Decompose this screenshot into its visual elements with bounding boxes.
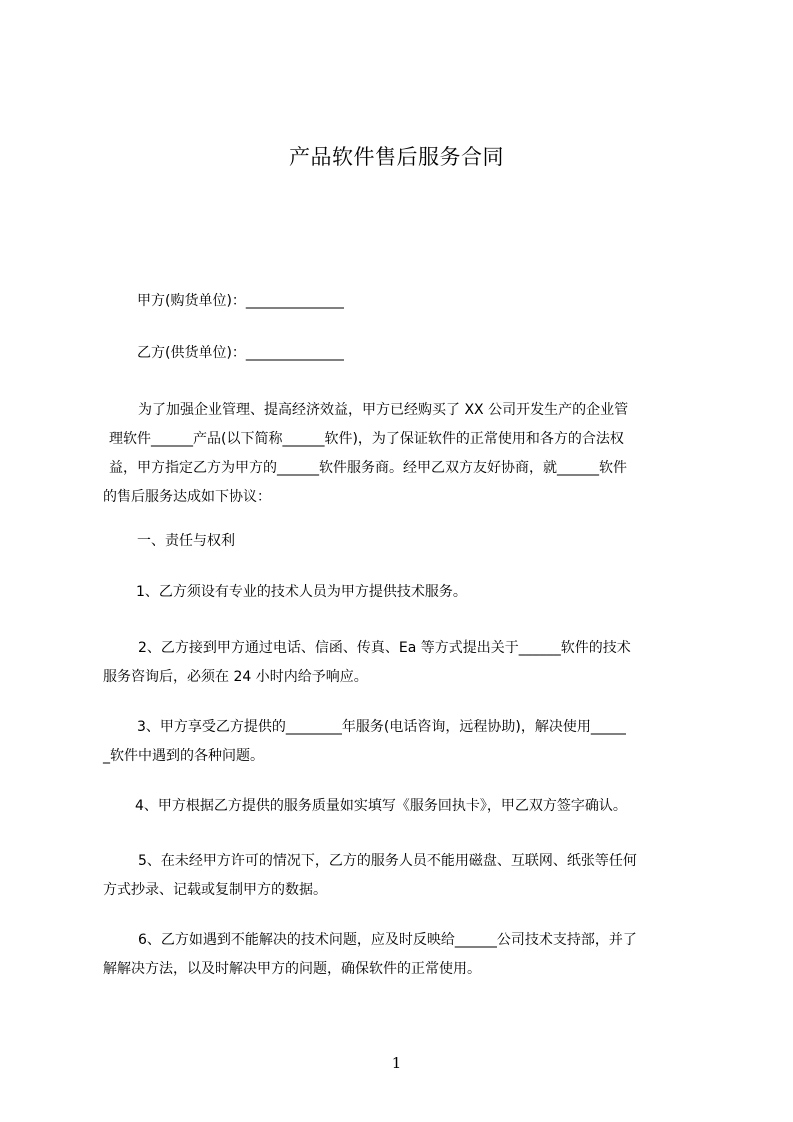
clause-2 — [103, 634, 709, 692]
party-a-line: 甲方(购货单位)：______________ — [137, 293, 344, 309]
clause-1-line-1: 1、乙方须设有专业的技术人员为甲方提供技术服务。 — [136, 584, 467, 600]
clause-3-line-2: _软件中遇到的各种问题。 — [103, 748, 264, 764]
clause-4-line-1: 4、甲方根据乙方提供的服务质量如实填写《服务回执卡》，甲乙双方签字确认。 — [135, 798, 627, 814]
intro-paragraph — [103, 396, 709, 512]
section-1-heading: 一、责任与权利 — [137, 533, 235, 549]
clause-2-line-1: 2、乙方接到甲方通过电话、信函、传真、Ea 等方式提出关于______软件的技术 — [138, 640, 631, 656]
clause-1 — [103, 578, 709, 607]
intro-line-3: 益，甲方指定乙方为甲方的______软件服务商。经甲乙双方友好协商，就______软件 — [109, 460, 627, 476]
clause-5-line-2: 方式抄录、记载或复制甲方的数据。 — [103, 882, 327, 898]
intro-line-1: 为了加强企业管理、提高经济效益，甲方已经购买了 XX 公司开发生产的企业管 — [138, 402, 629, 418]
clause-5-line-1: 5、在未经甲方许可的情况下，乙方的服务人员不能用磁盘、互联网、纸张等任何 — [138, 853, 637, 869]
clause-6-line-1: 6、乙方如遇到不能解决的技术问题，应及时反映给______公司技术支持部，并了 — [138, 932, 637, 948]
clause-4 — [103, 792, 709, 821]
page-number: 1 — [391, 1054, 402, 1072]
document-title: 产品软件售后服务合同 — [289, 145, 504, 169]
party-b-line: 乙方(供货单位)：______________ — [137, 345, 344, 361]
clause-2-line-2: 服务咨询后，必须在 24 小时内给予响应。 — [103, 669, 368, 685]
clause-3-line-1: 3、甲方享受乙方提供的________年服务(电话咨询，远程协助)，解决使用_____ — [137, 719, 626, 735]
clause-3 — [103, 713, 709, 771]
intro-line-4: 的售后服务达成如下协议： — [103, 489, 271, 505]
clause-6-line-2: 解解决方法，以及时解决甲方的问题，确保软件的正常使用。 — [103, 961, 481, 977]
clause-6 — [103, 926, 709, 984]
clause-5 — [103, 847, 709, 905]
intro-line-2: 理软件______产品(以下简称______软件)，为了保证软件的正常使用和各方的合法权 — [109, 431, 624, 447]
